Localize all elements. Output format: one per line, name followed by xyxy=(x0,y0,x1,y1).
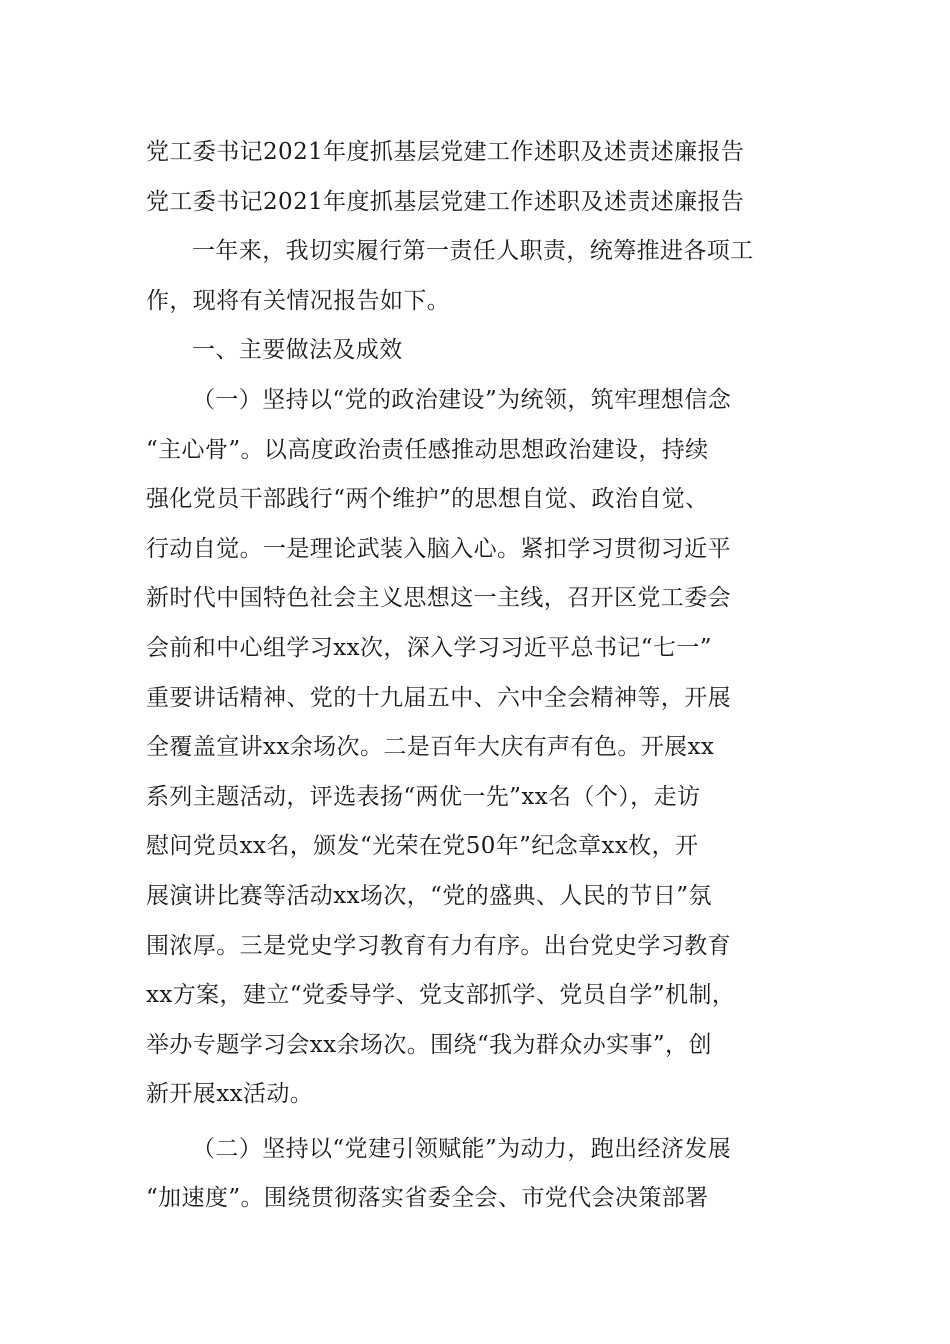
paragraph1-line-6: 会前和中心组学习xx次，深入学习习近平总书记“七一” xyxy=(146,634,712,661)
paragraph2-line-1: （二）坚持以“党建引领赋能”为动力，跑出经济发展 xyxy=(192,1135,732,1162)
paragraph1-line-4: 行动自觉。一是理论武装入脑入心。紧扣学习贯彻习近平 xyxy=(146,535,731,562)
paragraph1-line-3: 强化党员干部践行“两个维护”的思想自觉、政治自觉、 xyxy=(146,486,709,513)
paragraph1-line-9: 系列主题活动，评选表扬“两优一先”xx名（个），走访 xyxy=(146,783,701,810)
paragraph1-line-13: xx方案，建立“党委导学、党支部抓学、党员自学”机制， xyxy=(146,982,736,1009)
paragraph1-line-8: 全覆盖宣讲xx余场次。二是百年大庆有声有色。开展xx xyxy=(146,734,715,761)
paragraph1-line-5: 新时代中国特色社会主义思想这一主线，召开区党工委会 xyxy=(146,585,731,612)
paragraph1-line-7: 重要讲话精神、党的十九届五中、六中全会精神等，开展 xyxy=(146,684,731,711)
section-heading: 一、主要做法及成效 xyxy=(192,337,403,364)
paragraph1-line-11: 展演讲比赛等活动xx场次，“党的盛典、人民的节日”氛 xyxy=(146,882,712,909)
paragraph1-line-14: 举办专题学习会xx余场次。围绕“我为群众办实事”，创 xyxy=(146,1031,712,1058)
paragraph1-line-12: 围浓厚。三是党史学习教育有力有序。出台党史学习教育 xyxy=(146,932,731,959)
intro-line-2: 作，现将有关情况报告如下。 xyxy=(146,287,451,314)
paragraph1-line-1: （一）坚持以“党的政治建设”为统领，筑牢理想信念 xyxy=(192,386,732,413)
paragraph1-line-2: “主心骨”。以高度政治责任感推动思想政治建设，持续 xyxy=(146,436,709,463)
document-body xyxy=(146,128,816,1224)
paragraph2-line-2: “加速度”。围绕贯彻落实省委全会、市党代会决策部署 xyxy=(146,1185,709,1212)
paragraph1-line-15: 新开展xx活动。 xyxy=(146,1081,314,1108)
document-title-line-1: 党工委书记2021年度抓基层党建工作述职及述责述廉报告 xyxy=(146,139,745,165)
intro-line-1: 一年来，我切实履行第一责任人职责，统筹推进各项工 xyxy=(192,238,754,265)
document-title-line-2: 党工委书记2021年度抓基层党建工作述职及述责述廉报告 xyxy=(146,188,745,215)
paragraph1-line-10: 慰问党员xx名，颁发“光荣在党50年”纪念章xx枚，开 xyxy=(146,833,699,860)
